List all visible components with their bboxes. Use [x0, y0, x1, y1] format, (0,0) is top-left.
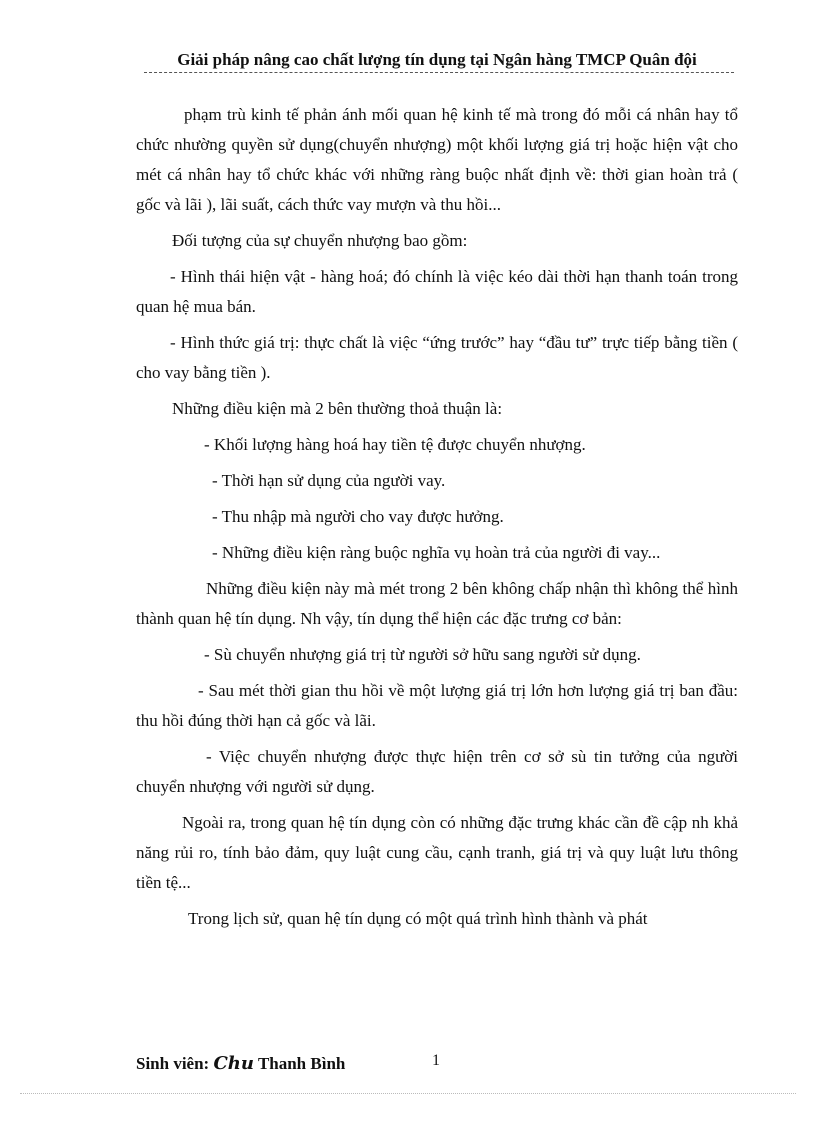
footer-author [136, 1053, 345, 1074]
list-item: - Những điều kiện ràng buộc nghĩa vụ hoàn trả của người đi vay... [212, 543, 661, 562]
list-item: - Sù chuyển nhượng giá trị từ người sở hữu sang người sử dụng. [204, 645, 641, 664]
page-header-title: Giải pháp nâng cao chất lượng tín dụng tại Ngân hàng TMCP Quân đội [177, 50, 697, 69]
list-item: - Thời hạn sử dụng của người vay. [212, 471, 446, 490]
footer-name: Thanh Bình [257, 1054, 346, 1073]
paragraph: phạm trù kinh tế phản ánh mối quan hệ kinh tế mà trong đó mỗi cá nhân hay tổ chức nhường quyền sử dụng(chuyển nhượng) một khối lượng giá trị hoặc hiện vật cho mét cá nhân hay tổ chức khác với những ràng buộc nhất định về: thời gian hoàn trả ( gốc và lãi ), lãi suất, cách thức vay mượn và thu hồi... [136, 105, 738, 214]
list-item: - Sau mét thời gian thu hồi về một lượng giá trị lớn hơn lượng giá trị ban đầu: thu hồi đúng thời hạn cả gốc và lãi. [136, 681, 738, 730]
footer-label: Sinh viên: [136, 1054, 210, 1073]
paragraph: Trong lịch sử, quan hệ tín dụng có một quá trình hình thành và phát [188, 909, 648, 928]
list-item: - Khối lượng hàng hoá hay tiền tệ được chuyển nhượng. [204, 435, 586, 454]
list-item: - Thu nhập mà người cho vay được hưởng. [212, 507, 504, 526]
list-item: - Việc chuyển nhượng được thực hiện trên cơ sở sù tin tưởng của người chuyển nhượng với người sử dụng. [136, 747, 738, 796]
signature-glyph: Chu [213, 1053, 254, 1074]
page-bottom-divider [20, 1093, 796, 1094]
paragraph: Ngoài ra, trong quan hệ tín dụng còn có những đặc trưng khác cần đề cập nh khả năng rủi ro, tính bảo đảm, quy luật cung cầu, cạnh tranh, giá trị và quy luật lưu thông tiền tệ... [136, 813, 738, 892]
header-divider [144, 72, 734, 73]
paragraph: Những điều kiện mà 2 bên thường thoả thuận là: [172, 399, 503, 418]
list-item: - Hình thái hiện vật - hàng hoá; đó chính là việc kéo dài thời hạn thanh toán trong quan hệ mua bán. [136, 267, 738, 316]
paragraph: Những điều kiện này mà mét trong 2 bên không chấp nhận thì không thể hình thành quan hệ tín dụng. Nh vậy, tín dụng thể hiện các đặc trưng cơ bản: [136, 579, 738, 628]
page-number: 1 [432, 1052, 440, 1069]
list-item: - Hình thức giá trị: thực chất là việc “ứng trước” hay “đầu tư” trực tiếp bằng tiền ( cho vay bằng tiền ). [136, 333, 738, 382]
paragraph: Đối tượng của sự chuyển nhượng bao gồm: [172, 231, 468, 250]
document-body [136, 100, 738, 940]
